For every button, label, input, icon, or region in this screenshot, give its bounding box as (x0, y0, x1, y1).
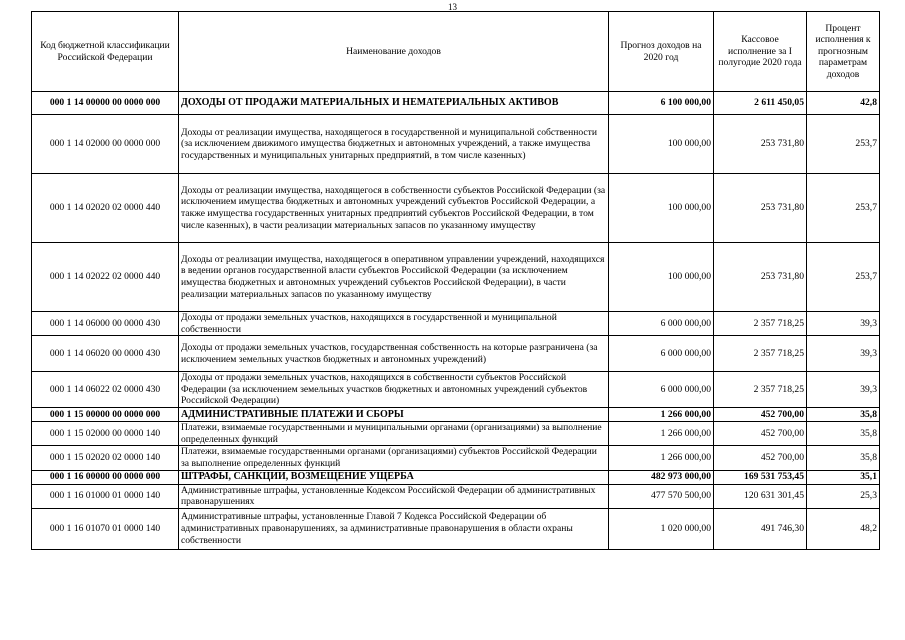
row-cash: 253 731,80 (714, 115, 807, 174)
row-name: Административные штрафы, установленные Кодексом Российской Федерации об административных правонарушениях (179, 484, 609, 508)
table-row (32, 484, 880, 508)
row-forecast: 482 973 000,00 (609, 470, 714, 484)
row-name: Доходы от продажи земельных участков, государственная собственность на которые разграничена (за исключением земельных участков бюджетных и автономных учреждений) (179, 336, 609, 372)
header-name: Наименование доходов (179, 12, 609, 92)
row-cash: 2 357 718,25 (714, 336, 807, 372)
header-percent: Процент исполнения к прогнозным параметрам доходов (807, 12, 880, 92)
table-row (32, 336, 880, 372)
row-cash: 253 731,80 (714, 243, 807, 312)
row-code: 000 1 16 01070 01 0000 140 (32, 508, 179, 549)
row-percent: 39,3 (807, 372, 880, 408)
row-forecast: 6 100 000,00 (609, 92, 714, 115)
row-forecast: 1 266 000,00 (609, 422, 714, 446)
table-row (32, 92, 880, 115)
row-name: Административные штрафы, установленные Главой 7 Кодекса Российской Федерации об административных правонарушениях, за административные правонарушения в области охраны собственности (179, 508, 609, 549)
row-code: 000 1 14 02020 02 0000 440 (32, 174, 179, 243)
row-code: 000 1 14 06000 00 0000 430 (32, 312, 179, 336)
row-cash: 452 700,00 (714, 408, 807, 422)
row-percent: 35,8 (807, 422, 880, 446)
row-cash: 452 700,00 (714, 446, 807, 470)
row-percent: 253,7 (807, 174, 880, 243)
row-name: Доходы от продажи земельных участков, находящихся в собственности субъектов Российской Федерации (за исключением земельных участков бюджетных и автономных учреждений субъектов Российской Федерации) (179, 372, 609, 408)
row-code: 000 1 16 00000 00 0000 000 (32, 470, 179, 484)
row-cash: 452 700,00 (714, 422, 807, 446)
table-row (32, 243, 880, 312)
page-number: 13 (448, 2, 457, 12)
table-row (32, 446, 880, 470)
row-percent: 39,3 (807, 336, 880, 372)
row-percent: 42,8 (807, 92, 880, 115)
table-row (32, 174, 880, 243)
row-name: Доходы от продажи земельных участков, находящихся в государственной и муниципальной собственности (179, 312, 609, 336)
revenue-table (31, 11, 880, 550)
header-forecast: Прогноз доходов на 2020 год (609, 12, 714, 92)
row-percent: 253,7 (807, 115, 880, 174)
row-name: Доходы от реализации имущества, находящегося в собственности субъектов Российской Федерации (за исключением имущества бюджетных и автономных учреждений субъектов Российской Федерации, а также имущества государственных унитарных предприятий субъектов Российской Федерации, в том числе казенных), в части реализации материальных запасов по указанному имуществу (179, 174, 609, 243)
row-cash: 2 357 718,25 (714, 372, 807, 408)
row-name: АДМИНИСТРАТИВНЫЕ ПЛАТЕЖИ И СБОРЫ (179, 408, 609, 422)
row-code: 000 1 14 02022 02 0000 440 (32, 243, 179, 312)
row-percent: 25,3 (807, 484, 880, 508)
row-forecast: 477 570 500,00 (609, 484, 714, 508)
header-code: Код бюджетной классификации Российской Федерации (32, 12, 179, 92)
table-row (32, 312, 880, 336)
row-name: ШТРАФЫ, САНКЦИИ, ВОЗМЕЩЕНИЕ УЩЕРБА (179, 470, 609, 484)
row-code: 000 1 15 02020 02 0000 140 (32, 446, 179, 470)
row-percent: 253,7 (807, 243, 880, 312)
row-forecast: 100 000,00 (609, 243, 714, 312)
row-cash: 2 611 450,05 (714, 92, 807, 115)
row-forecast: 1 266 000,00 (609, 408, 714, 422)
row-cash: 2 357 718,25 (714, 312, 807, 336)
table-row (32, 422, 880, 446)
row-code: 000 1 16 01000 01 0000 140 (32, 484, 179, 508)
row-percent: 39,3 (807, 312, 880, 336)
row-percent: 48,2 (807, 508, 880, 549)
row-code: 000 1 14 06022 02 0000 430 (32, 372, 179, 408)
table-row (32, 115, 880, 174)
row-percent: 35,8 (807, 408, 880, 422)
row-forecast: 100 000,00 (609, 115, 714, 174)
row-code: 000 1 15 00000 00 0000 000 (32, 408, 179, 422)
row-code: 000 1 14 06020 00 0000 430 (32, 336, 179, 372)
row-forecast: 6 000 000,00 (609, 312, 714, 336)
row-cash: 169 531 753,45 (714, 470, 807, 484)
header-cash: Кассовое исполнение за I полугодие 2020 года (714, 12, 807, 92)
row-forecast: 6 000 000,00 (609, 372, 714, 408)
row-code: 000 1 14 02000 00 0000 000 (32, 115, 179, 174)
row-name: Доходы от реализации имущества, находящегося в государственной и муниципальной собственности (за исключением движимого имущества бюджетных и автономных учреждений, а также имущества государственных и муниципальных унитарных предприятий, в том числе казенных) (179, 115, 609, 174)
table-row (32, 470, 880, 484)
row-code: 000 1 15 02000 00 0000 140 (32, 422, 179, 446)
row-percent: 35,1 (807, 470, 880, 484)
row-name: Доходы от реализации имущества, находящегося в оперативном управлении учреждений, находящихся в ведении органов государственной власти субъектов Российской Федерации (за исключением имущества бюджетных и автономных учреждений субъектов Российской Федерации), в части реализации материальных запасов по указанному имуществу (179, 243, 609, 312)
row-cash: 253 731,80 (714, 174, 807, 243)
row-cash: 120 631 301,45 (714, 484, 807, 508)
row-name: Платежи, взимаемые государственными и муниципальными органами (организациями) за выполнение определенных функций (179, 422, 609, 446)
row-percent: 35,8 (807, 446, 880, 470)
row-forecast: 6 000 000,00 (609, 336, 714, 372)
table-row (32, 372, 880, 408)
table-row (32, 408, 880, 422)
row-code: 000 1 14 00000 00 0000 000 (32, 92, 179, 115)
row-cash: 491 746,30 (714, 508, 807, 549)
table-header-row (32, 12, 880, 92)
row-name: Платежи, взимаемые государственными органами (организациями) субъектов Российской Федерации за выполнение определенных функций (179, 446, 609, 470)
row-name: ДОХОДЫ ОТ ПРОДАЖИ МАТЕРИАЛЬНЫХ И НЕМАТЕРИАЛЬНЫХ АКТИВОВ (179, 92, 609, 115)
row-forecast: 1 266 000,00 (609, 446, 714, 470)
row-forecast: 100 000,00 (609, 174, 714, 243)
row-forecast: 1 020 000,00 (609, 508, 714, 549)
table-row (32, 508, 880, 549)
